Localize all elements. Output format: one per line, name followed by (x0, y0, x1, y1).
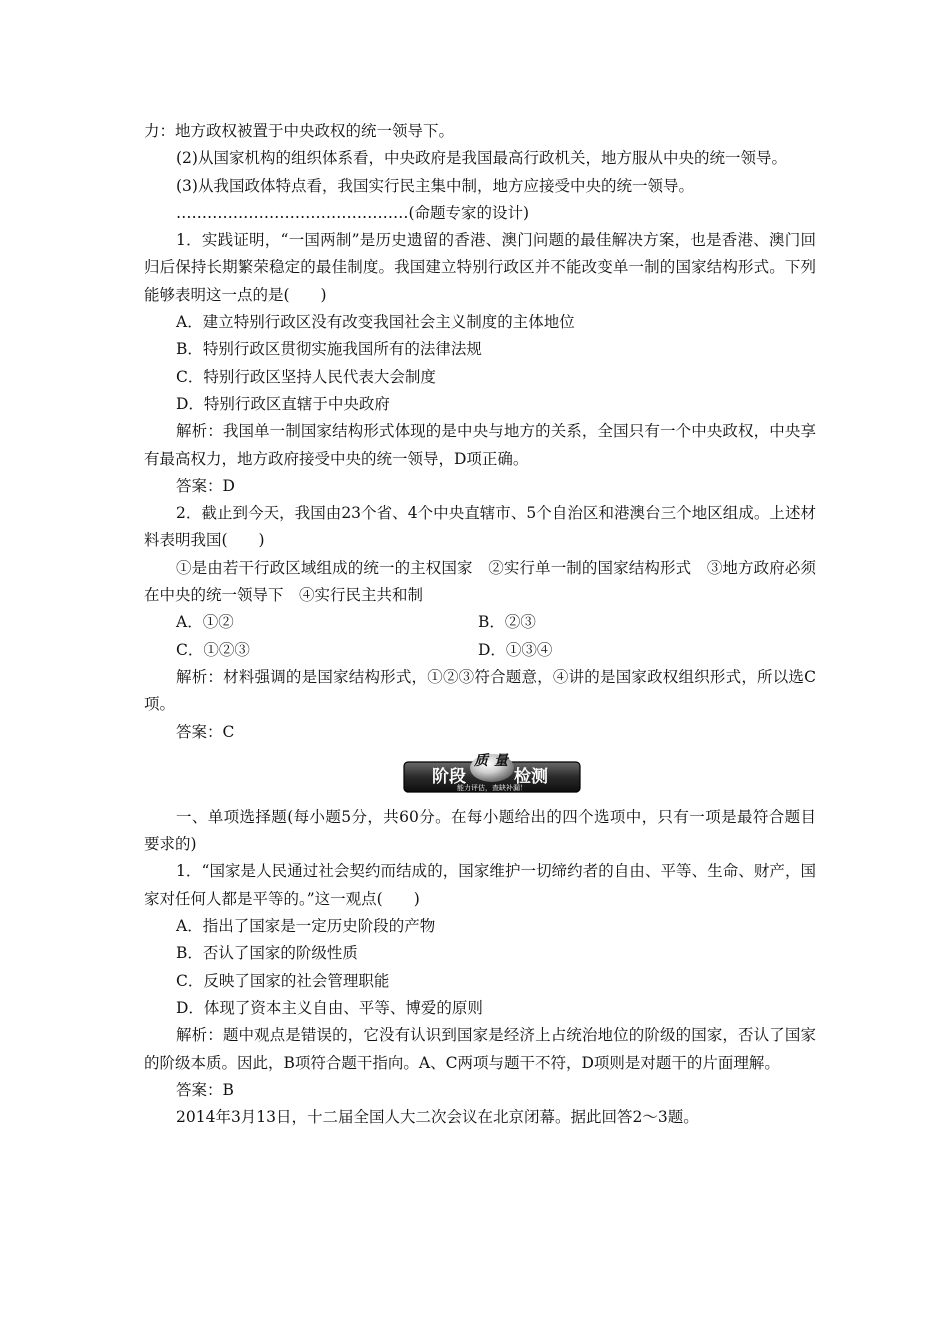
banner-subtitle: 能力评估，查缺补漏！ (457, 783, 527, 792)
banner-title-left: 阶段 (432, 766, 466, 787)
question-2-option-c: C．①②③ (176, 640, 250, 659)
question-2-statements: ①是由若干行政区域组成的统一的主权国家 ②实行单一制的国家结构形式 ③地方政府必须在中央的统一领导下 ④实行民主共和制 (144, 558, 816, 605)
question-2-option-b: B．②③ (478, 613, 536, 632)
question-2-option-a: A．①② (176, 613, 234, 632)
text-line: 力：地方政权被置于中央政权的统一领导下。 (144, 122, 455, 140)
question-2-stem: 2．截止到今天，我国由23个省、4个中央直辖市、5个自治区和港澳台三个地区组成。上述材料表明我国( ) (144, 504, 816, 550)
question-2-answer: 答案：C (176, 722, 235, 741)
question-1-answer: 答案：D (176, 476, 235, 495)
section-instructions: 一、单项选择题(每小题5分，共60分。在每小题给出的四个选项中，只有一项是最符合题目要求的) (144, 807, 816, 854)
question-3-explanation: 解析：题中观点是错误的，它没有认识到国家是经济上占统治地位的阶级的国家，否认了国家的阶级本质。因此，B项符合题干指向。A、C两项与题干不符，D项则是对题干的片面理解。 (144, 1026, 816, 1072)
banner-title-top-left: 质 (474, 752, 488, 769)
question-1-explanation: 解析：我国单一制国家结构形式体现的是中央与地方的关系，全国只有一个中央政权，中央享有最高权力，地方政府接受中央的统一领导，D项正确。 (144, 422, 816, 468)
section-banner-wrap (144, 746, 816, 804)
text-paragraph: (2)从国家机构的组织体系看，中央政府是我国最高行政机关，地方服从中央的统一领导。 (176, 149, 787, 168)
question-1-stem: 1．实践证明，“一国两制”是历史遗留的香港、澳门问题的最佳解决方案，也是香港、澳门回归后保持长期繁荣稳定的最佳制度。我国建立特别行政区并不能改变单一制的国家结构形式。下列能够表明这一点的是( ) (144, 231, 816, 304)
banner-title-right: 检测 (514, 766, 548, 787)
text-paragraph: 2014年3月13日，十二届全国人大二次会议在北京闭幕。据此回答2～3题。 (176, 1108, 699, 1127)
question-2-explanation: 解析：材料强调的是国家结构形式，①②③符合题意，④讲的是国家政权组织形式，所以选C项。 (144, 667, 816, 714)
question-3-option-d: D．体现了资本主义自由、平等、博爱的原则 (176, 998, 483, 1017)
text-paragraph: (3)从我国政体特点看，我国实行民主集中制，地方应接受中央的统一领导。 (176, 176, 694, 195)
question-3-option-c: C．反映了国家的社会管理职能 (176, 971, 390, 990)
section-banner (402, 752, 582, 794)
page-content (144, 118, 816, 1131)
question-1-option-c: C．特别行政区坚持人民代表大会制度 (176, 367, 436, 386)
question-3-option-a: A．指出了国家是一定历史阶段的产物 (176, 917, 436, 936)
question-2-options-row-2 (144, 637, 816, 664)
question-3-option-b: B．否认了国家的阶级性质 (176, 944, 358, 963)
question-1-option-b: B．特别行政区贯彻实施我国所有的法律法规 (176, 340, 482, 359)
question-3-stem: 1．“国家是人民通过社会契约而结成的，国家维护一切缔约者的自由、平等、生命、财产，国家对任何人都是平等的。”这一观点( ) (144, 862, 816, 908)
banner-title-top-right: 量 (494, 752, 508, 769)
question-3-answer: 答案：B (176, 1080, 234, 1099)
question-1-option-a: A．建立特别行政区没有改变我国社会主义制度的主体地位 (176, 313, 575, 332)
question-1-option-d: D．特别行政区直辖于中央政府 (176, 394, 390, 413)
question-2-options-row-1 (144, 609, 816, 636)
design-note: ………………………………………(命题专家的设计) (176, 203, 530, 222)
question-2-option-d: D．①③④ (478, 640, 553, 659)
